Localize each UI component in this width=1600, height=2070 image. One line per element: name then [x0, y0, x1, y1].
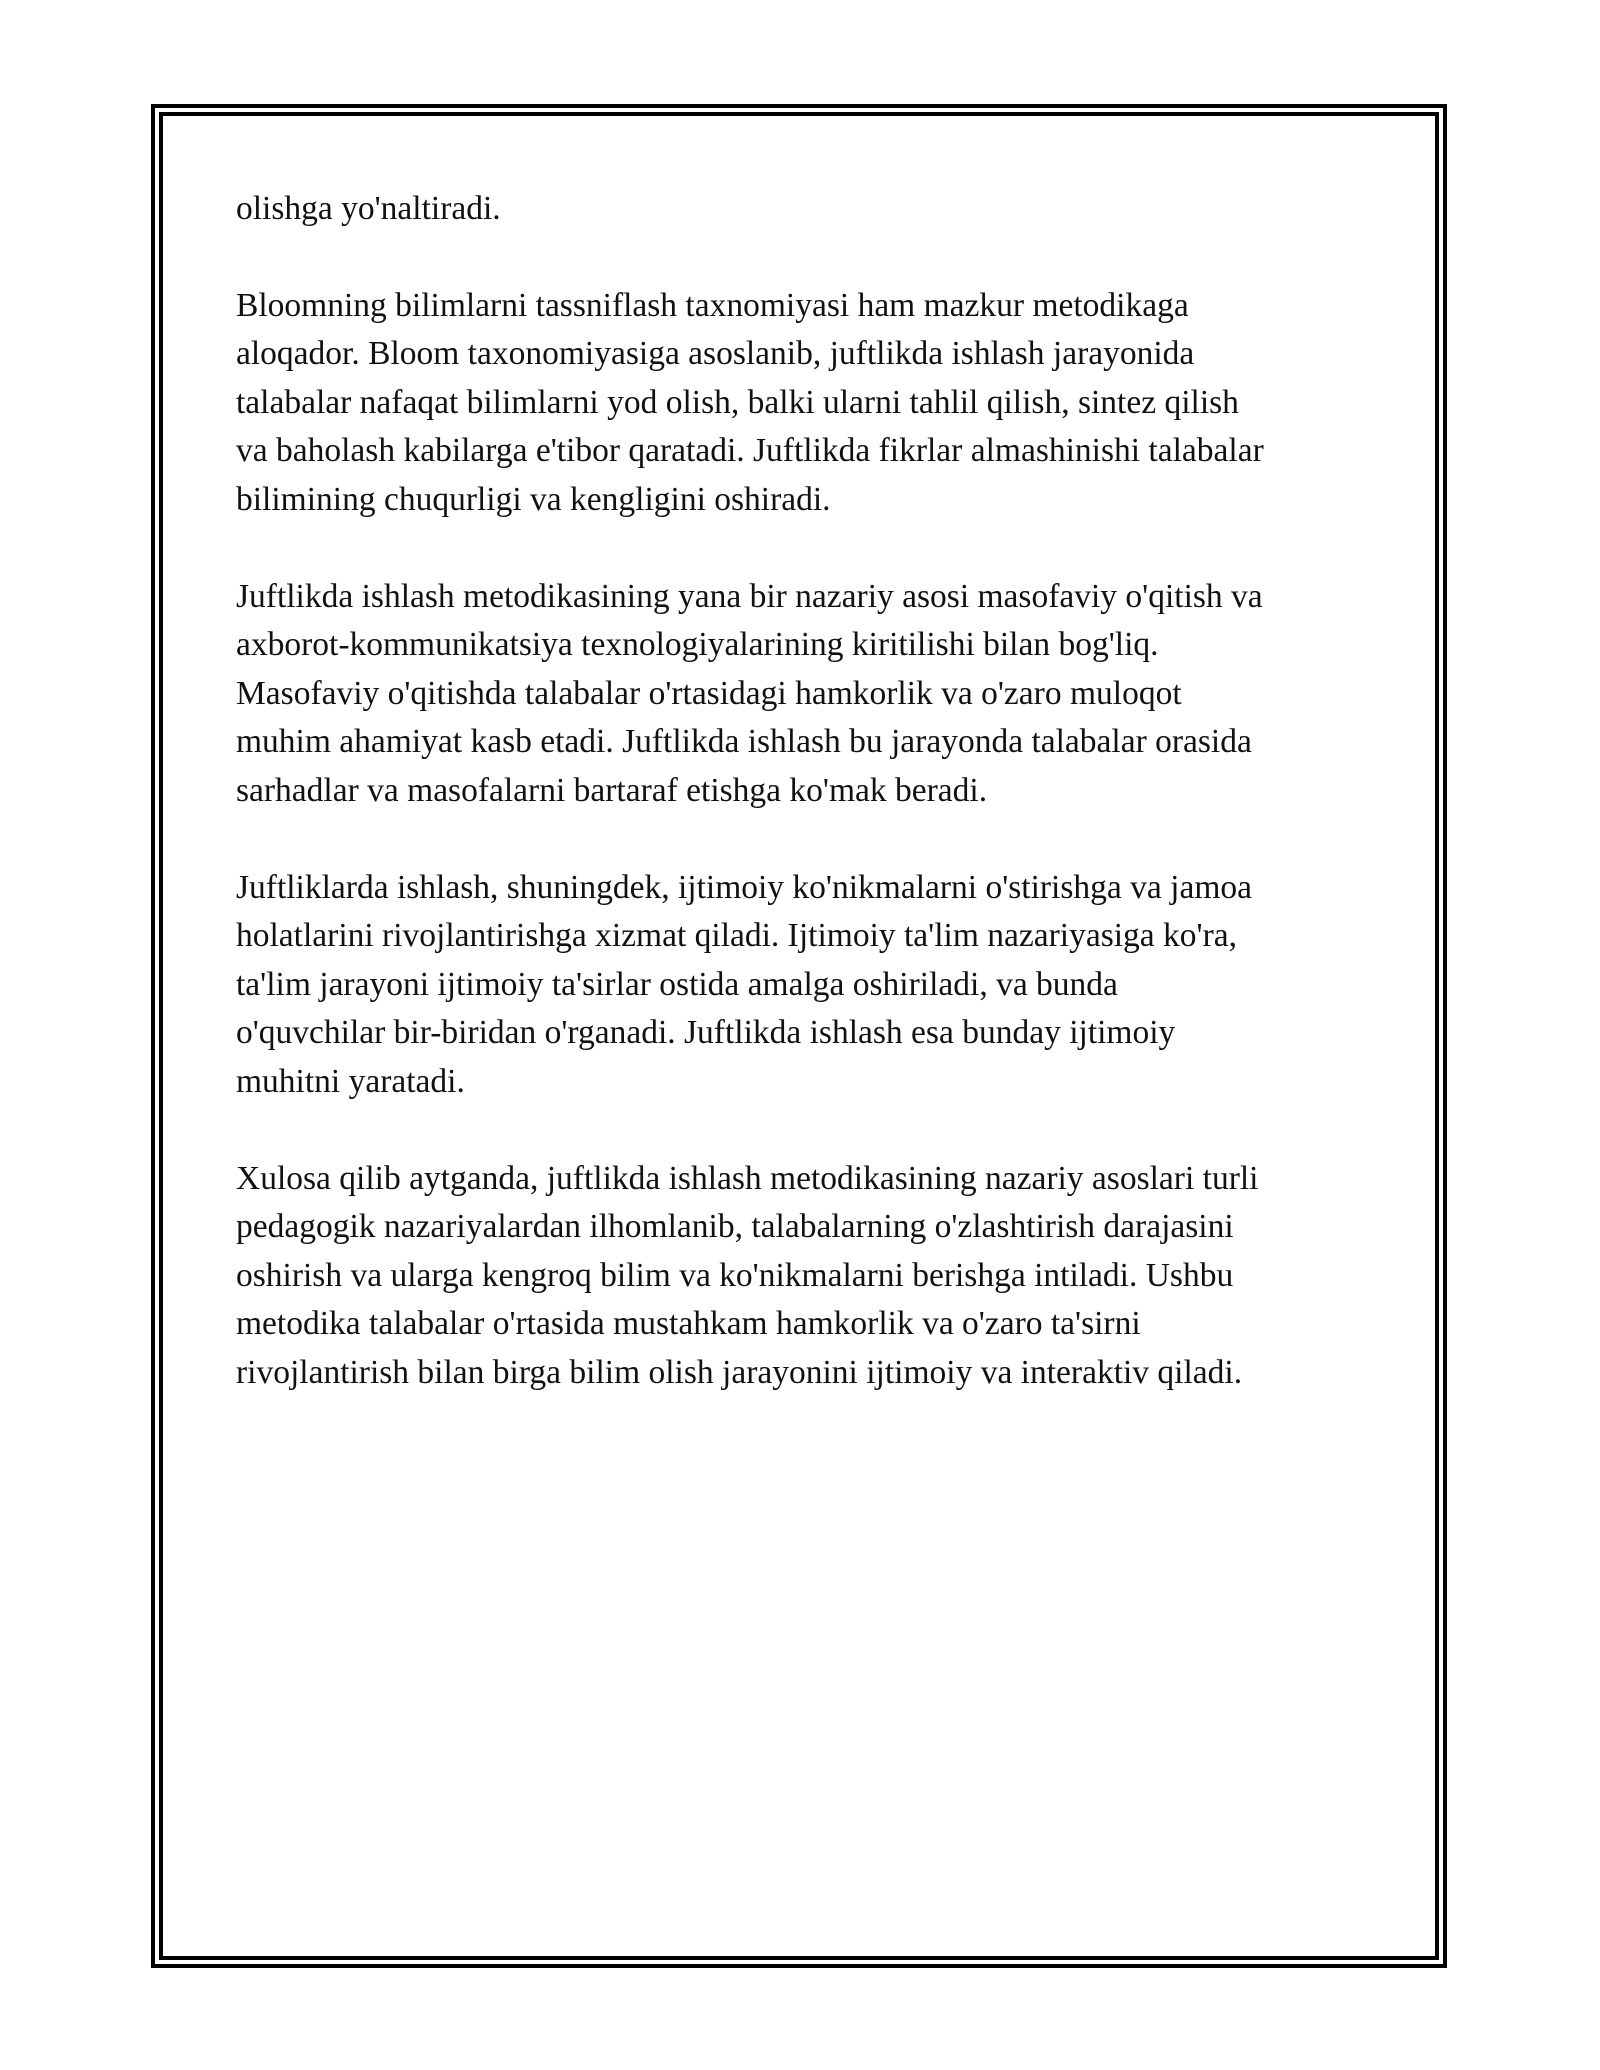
text-line: va baholash kabilarga e'tibor qaratadi. Juftlikda fikrlar almashinishi talabalar: [236, 432, 1264, 470]
text-line: metodika talabalar o'rtasida mustahkam hamkorlik va o'zaro ta'sirni: [236, 1305, 1141, 1343]
text-line: sarhadlar va masofalarni bartaraf etishga ko'mak beradi.: [236, 771, 988, 809]
text-line: muhitni yaratadi.: [236, 1062, 465, 1100]
text-line: o'quvchilar bir-biridan o'rganadi. Juftlikda ishlash esa bunday ijtimoiy: [236, 1014, 1176, 1052]
text-line: ta'lim jarayoni ijtimoiy ta'sirlar ostida amalga oshiriladi, va bunda: [236, 965, 1118, 1003]
paragraph-3: [236, 573, 1376, 816]
text-line: Juftliklarda ishlash, shuningdek, ijtimoiy ko'nikmalarni o'stirishga va jamoa: [236, 868, 1252, 906]
text-line: oshirish va ularga kengroq bilim va ko'nikmalarni berishga intiladi. Ushbu: [236, 1256, 1234, 1294]
text-line: axborot-kommunikatsiya texnologiyalarining kiritilishi bilan bog'liq.: [236, 626, 1159, 664]
text-line: olishga yo'naltiradi.: [236, 190, 501, 227]
paragraph-2: [236, 282, 1376, 525]
text-line: aloqador. Bloom taxonomiyasiga asoslanib, juftlikda ishlash jarayonida: [236, 335, 1195, 373]
paragraph-1: [236, 185, 1376, 234]
text-line: talabalar nafaqat bilimlarni yod olish, balki ularni tahlil qilish, sintez qilish: [236, 383, 1239, 421]
text-line: pedagogik nazariyalardan ilhomlanib, talabalarning o'zlashtirish darajasini: [236, 1208, 1234, 1246]
document-body: [236, 185, 1376, 1445]
text-line: rivojlantirish bilan birga bilim olish jarayonini ijtimoiy va interaktiv qiladi.: [236, 1353, 1243, 1391]
text-line: bilimining chuqurligi va kengligini oshiradi.: [236, 480, 831, 518]
paragraph-5: [236, 1155, 1376, 1398]
text-line: Juftlikda ishlash metodikasining yana bir nazariy asosi masofaviy o'qitish va: [236, 577, 1263, 615]
text-line: Xulosa qilib aytganda, juftlikda ishlash metodikasining nazariy asoslari turli: [236, 1159, 1259, 1197]
text-line: Bloomning bilimlarni tassniflash taxnomiyasi ham mazkur metodikaga: [236, 286, 1189, 324]
text-line: Masofaviy o'qitishda talabalar o'rtasidagi hamkorlik va o'zaro muloqot: [236, 674, 1182, 712]
text-line: muhim ahamiyat kasb etadi. Juftlikda ishlash bu jarayonda talabalar orasida: [236, 723, 1252, 761]
text-line: holatlarini rivojlantirishga xizmat qiladi. Ijtimoiy ta'lim nazariyasiga ko'ra,: [236, 917, 1237, 955]
paragraph-4: [236, 864, 1376, 1107]
